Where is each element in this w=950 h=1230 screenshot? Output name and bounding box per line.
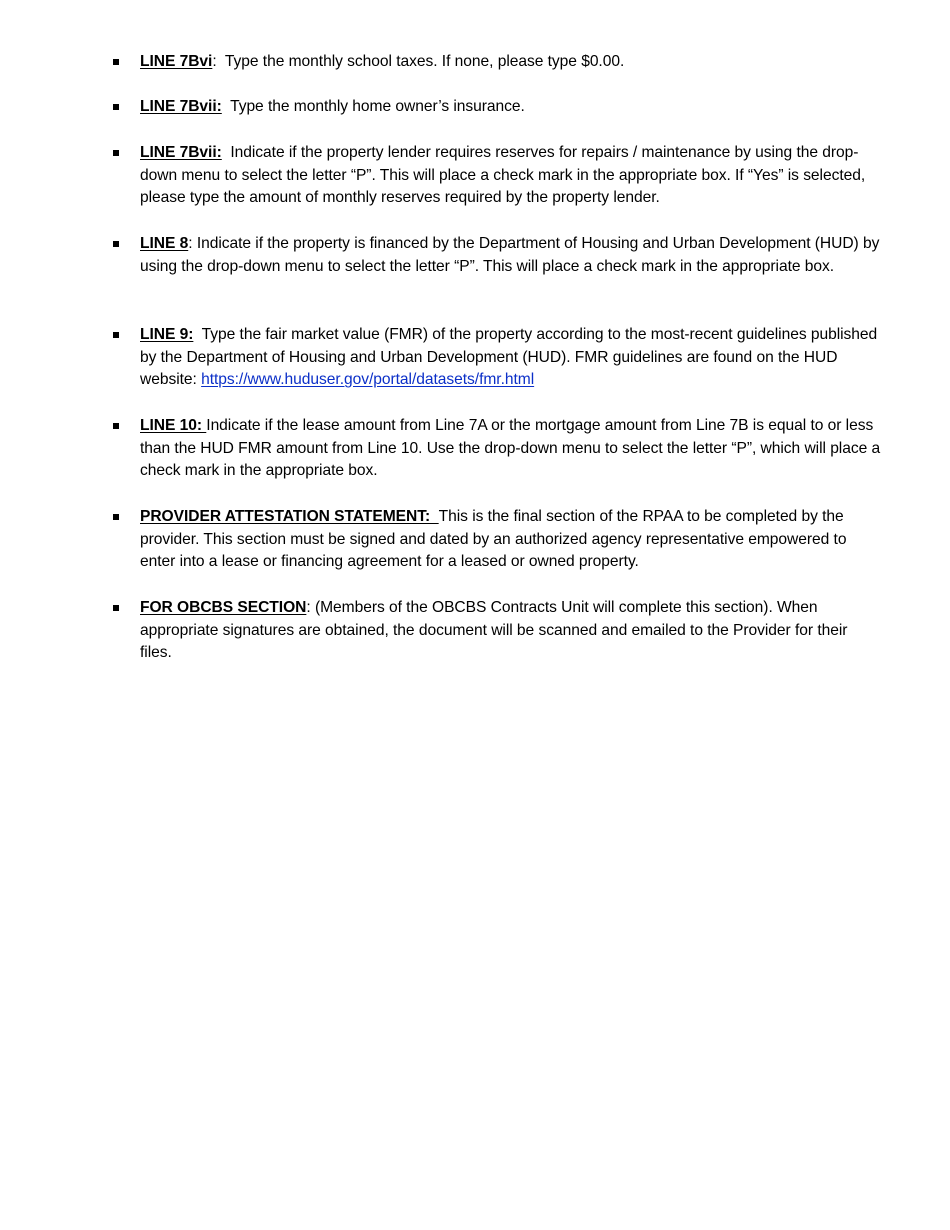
item-label: FOR OBCBS SECTION <box>140 599 307 616</box>
item-text: Indicate if the lease amount from Line 7A or the mortgage amount from Line 7B is equal to or less than the HUD FMR amount from Line 10. Use the drop-down menu to select the letter “P”, which will place a check mark in the appropriate box. <box>140 417 881 480</box>
item-separator: : <box>188 235 197 252</box>
item-label: PROVIDER ATTESTATION STATEMENT: <box>140 508 439 525</box>
item-label: LINE 8 <box>140 235 189 252</box>
list-item-line-7bvi <box>140 51 882 74</box>
item-label: LINE 10: <box>140 417 207 434</box>
list-item-line-10 <box>140 415 882 483</box>
item-text: Type the fair market value (FMR) of the property according to the most-recent guidelines published by the Department of Housing and Urban Development (HUD). FMR guidelines are found on the HUD website: <box>140 326 878 389</box>
square-bullet-icon <box>113 423 119 429</box>
item-text: (Members of the OBCBS Contracts Unit will complete this section). When appropriate signatures are obtained, the document will be scanned and emailed to the Provider for their files. <box>140 599 848 662</box>
item-separator: : <box>212 53 225 70</box>
item-text: This is the final section of the RPAA to be completed by the provider. This section must be signed and dated by an authorized agency representative empowered to enter into a lease or financing agreement for a leased or owned property. <box>140 508 847 571</box>
item-text: Type the monthly school taxes. If none, please type $0.00. <box>224 53 625 70</box>
square-bullet-icon <box>113 59 119 65</box>
list-item-line-7bvii-insurance <box>140 96 882 119</box>
item-label: LINE 7Bvii: <box>140 98 222 115</box>
square-bullet-icon <box>113 150 119 156</box>
square-bullet-icon <box>113 332 119 338</box>
item-label: LINE 9: <box>140 326 194 343</box>
item-text: Indicate if the property is financed by the Department of Housing and Urban Development (HUD) by using the drop-down menu to select the letter “P”. This will place a check mark in the appropriate box. <box>140 235 880 275</box>
square-bullet-icon <box>113 605 119 611</box>
list-item-line-7bvii-reserves <box>140 142 882 210</box>
list-item-obcbs-section <box>140 597 882 665</box>
item-separator <box>193 326 201 343</box>
list-item-line-9 <box>140 324 882 392</box>
item-label: LINE 7Bvii: <box>140 144 222 161</box>
item-text: Indicate if the property lender requires reserves for repairs / maintenance by using the drop-down menu to select the letter “P”. This will place a check mark in the appropriate box. If “Yes” is selected, please type the amount of monthly reserves required by the property lender. <box>140 144 866 207</box>
square-bullet-icon <box>113 104 119 110</box>
square-bullet-icon <box>113 241 119 247</box>
list-item-provider-attestation <box>140 506 882 574</box>
item-separator <box>222 98 230 115</box>
item-text: Type the monthly home owner’s insurance. <box>230 98 525 115</box>
hud-fmr-link[interactable]: https://www.huduser.gov/portal/datasets/fmr.html <box>201 371 535 389</box>
list-item-line-8 <box>140 233 882 278</box>
square-bullet-icon <box>113 514 119 520</box>
item-label: LINE 7Bvi <box>140 53 213 70</box>
item-separator: : <box>306 599 315 616</box>
